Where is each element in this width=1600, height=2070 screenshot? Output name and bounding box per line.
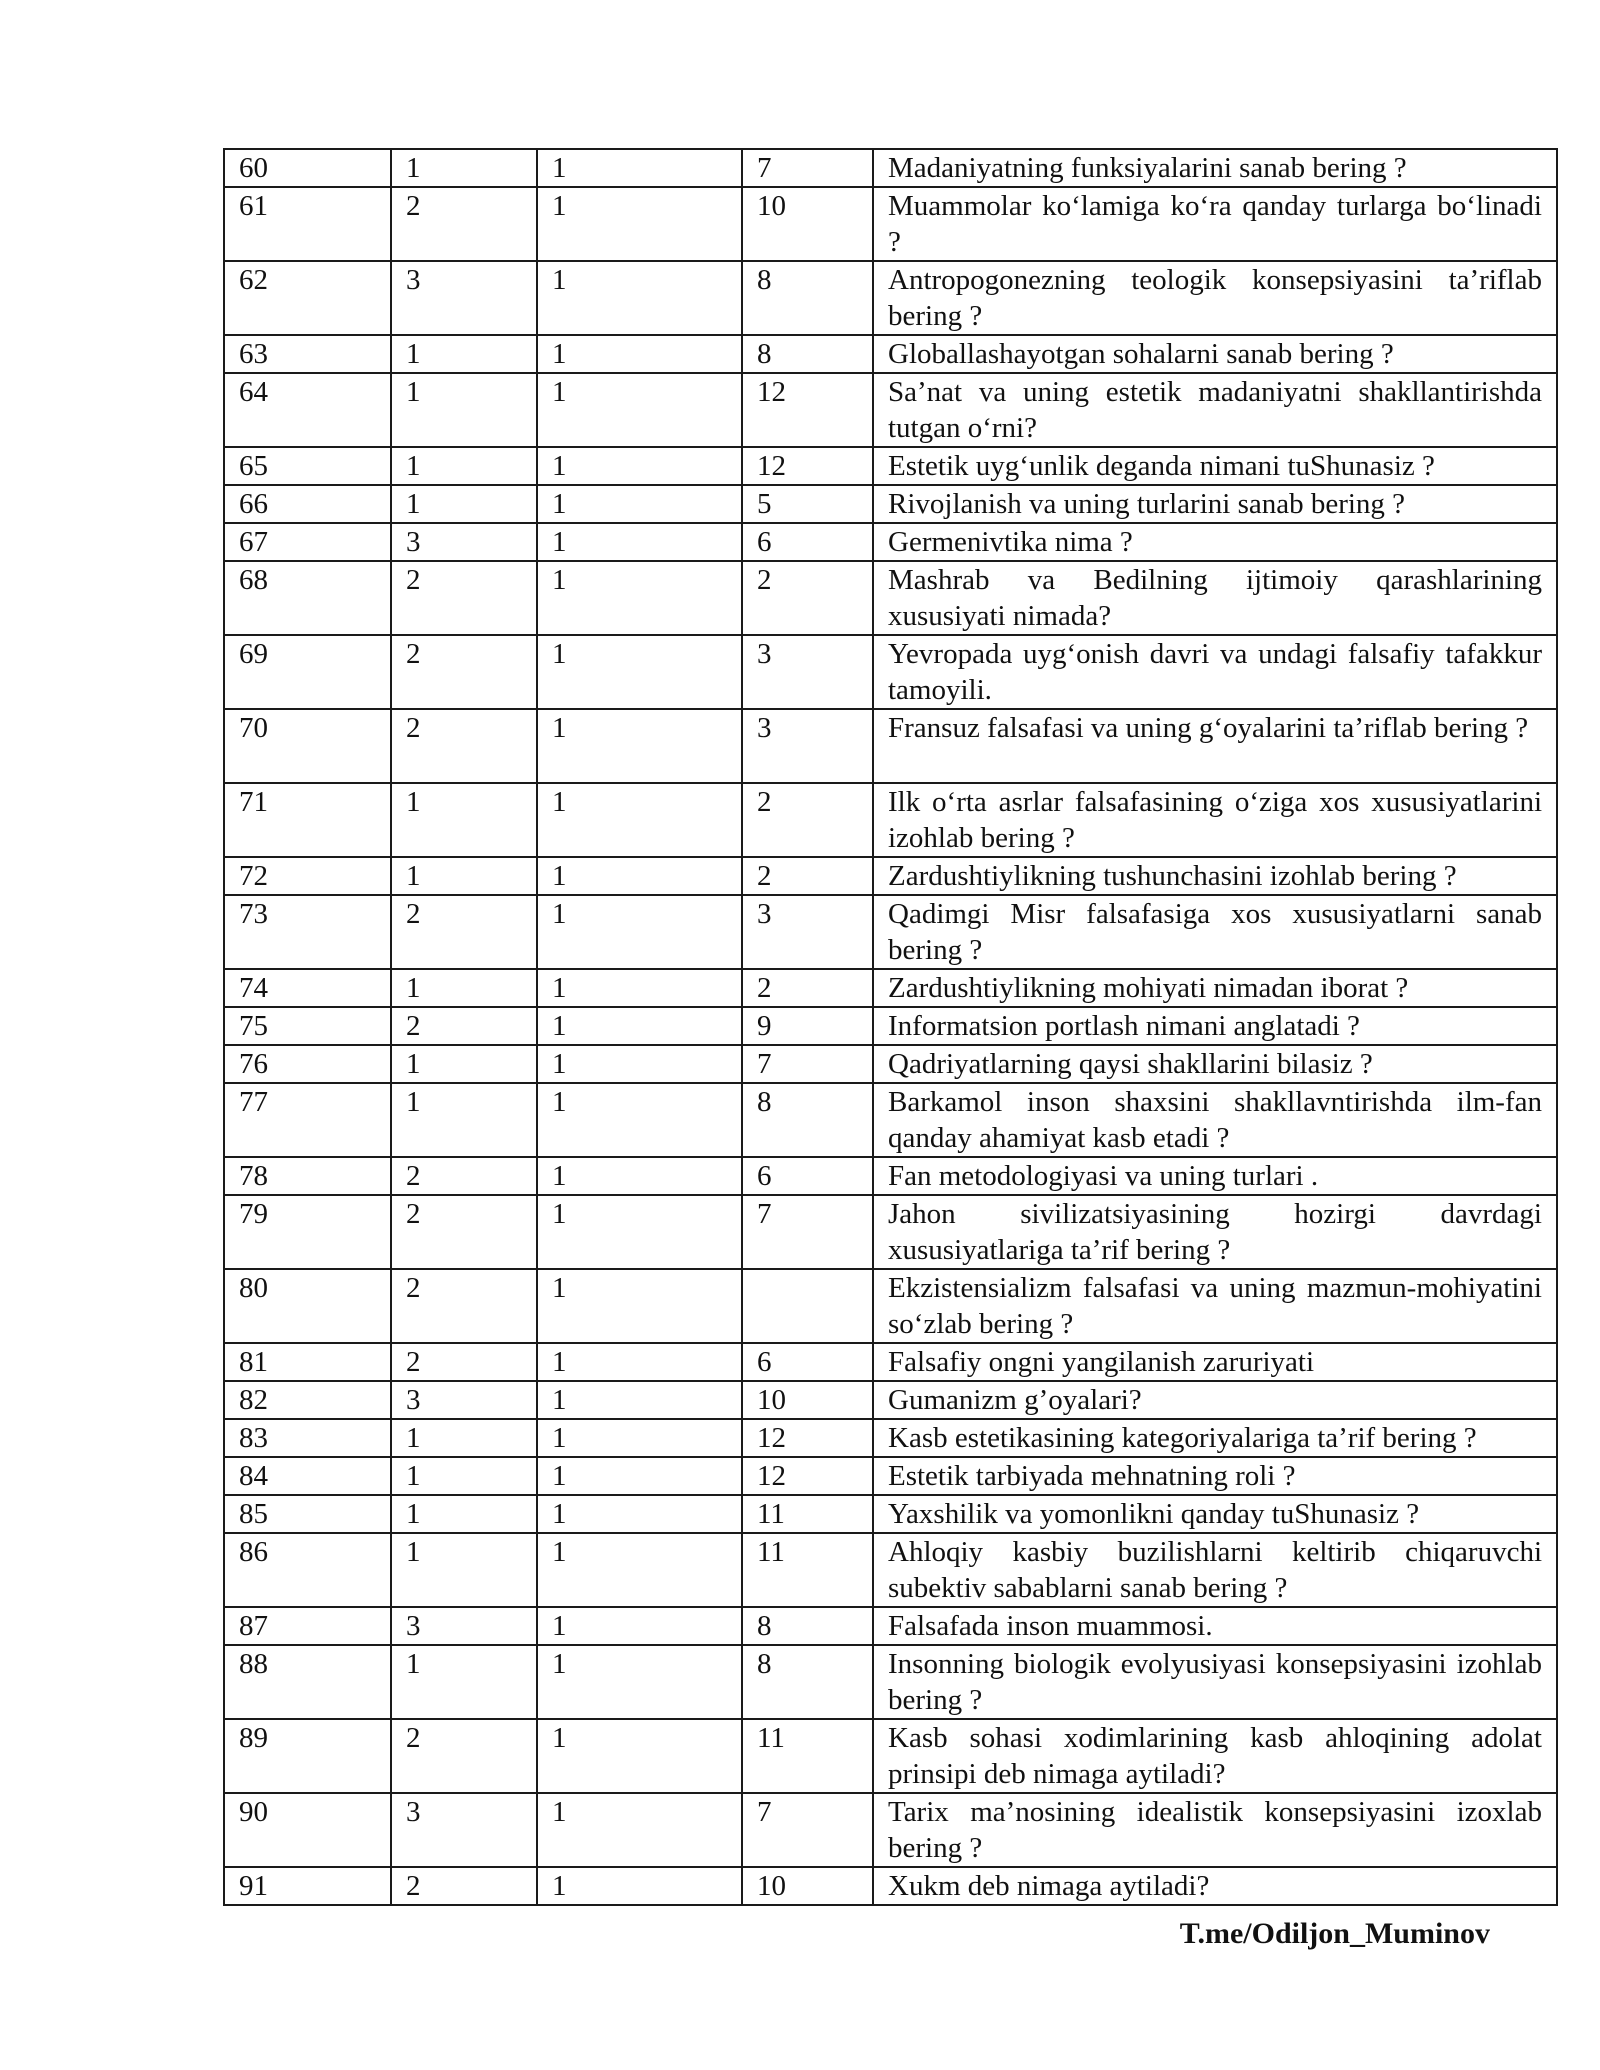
table-row <box>224 1083 1557 1157</box>
column-4-cell: 6 <box>742 1343 873 1381</box>
column-3-cell: 1 <box>537 1343 742 1381</box>
question-number-cell: 68 <box>224 561 391 635</box>
question-number-cell: 82 <box>224 1381 391 1419</box>
question-text-cell: Globallashayotgan sohalarni sanab bering ? <box>873 335 1557 373</box>
column-4-cell: 8 <box>742 261 873 335</box>
column-2-cell: 2 <box>391 1867 537 1905</box>
column-3-cell: 1 <box>537 635 742 709</box>
questions-table <box>223 148 1558 1906</box>
question-text-cell: Ahloqiy kasbiy buzilishlarni keltirib chiqaruvchi subektiv sabablarni sanab bering ? <box>873 1533 1557 1607</box>
question-text-cell: Yevropada uyg‘onish davri va undagi falsafiy tafakkur tamoyili. <box>873 635 1557 709</box>
question-text-cell: Jahon sivilizatsiyasining hozirgi davrdagi xususiyatlariga ta’rif bering ? <box>873 1195 1557 1269</box>
table-row <box>224 1007 1557 1045</box>
question-number-cell: 84 <box>224 1457 391 1495</box>
table-row <box>224 1867 1557 1905</box>
question-text-cell: Ekzistensializm falsafasi va uning mazmun-mohiyatini so‘zlab bering ? <box>873 1269 1557 1343</box>
column-4-cell: 8 <box>742 1083 873 1157</box>
column-4-cell: 2 <box>742 783 873 857</box>
question-number-cell: 65 <box>224 447 391 485</box>
table-row <box>224 969 1557 1007</box>
question-number-cell: 62 <box>224 261 391 335</box>
question-text-cell: Muammolar ko‘lamiga ko‘ra qanday turlarga bo‘linadi ? <box>873 187 1557 261</box>
question-text-cell: Gumanizm g’oyalari? <box>873 1381 1557 1419</box>
question-number-cell: 69 <box>224 635 391 709</box>
question-text-cell: Antropogonezning teologik konsepsiyasini ta’riflab bering ? <box>873 261 1557 335</box>
table-row <box>224 1495 1557 1533</box>
question-number-cell: 76 <box>224 1045 391 1083</box>
question-number-cell: 72 <box>224 857 391 895</box>
column-2-cell: 1 <box>391 1457 537 1495</box>
question-text-cell: Estetik tarbiyada mehnatning roli ? <box>873 1457 1557 1495</box>
table-row <box>224 261 1557 335</box>
question-number-cell: 74 <box>224 969 391 1007</box>
column-2-cell: 1 <box>391 1419 537 1457</box>
question-number-cell: 87 <box>224 1607 391 1645</box>
column-2-cell: 1 <box>391 335 537 373</box>
question-number-cell: 64 <box>224 373 391 447</box>
column-3-cell: 1 <box>537 1719 742 1793</box>
column-4-cell: 3 <box>742 635 873 709</box>
column-3-cell: 1 <box>537 261 742 335</box>
question-number-cell: 89 <box>224 1719 391 1793</box>
column-3-cell: 1 <box>537 335 742 373</box>
column-4-cell: 8 <box>742 1607 873 1645</box>
column-4-cell: 7 <box>742 1793 873 1867</box>
table-row <box>224 447 1557 485</box>
column-4-cell: 2 <box>742 561 873 635</box>
question-text-cell: Yaxshilik va yomonlikni qanday tuShunasiz ? <box>873 1495 1557 1533</box>
table-row <box>224 783 1557 857</box>
question-text-cell: Insonning biologik evolyusiyasi konsepsiyasini izohlab bering ? <box>873 1645 1557 1719</box>
column-3-cell: 1 <box>537 149 742 187</box>
question-number-cell: 90 <box>224 1793 391 1867</box>
column-3-cell: 1 <box>537 1381 742 1419</box>
table-row <box>224 1719 1557 1793</box>
table-row <box>224 523 1557 561</box>
column-3-cell: 1 <box>537 709 742 783</box>
column-4-cell: 3 <box>742 895 873 969</box>
column-3-cell: 1 <box>537 187 742 261</box>
question-number-cell: 91 <box>224 1867 391 1905</box>
column-3-cell: 1 <box>537 561 742 635</box>
question-number-cell: 85 <box>224 1495 391 1533</box>
question-number-cell: 73 <box>224 895 391 969</box>
column-3-cell: 1 <box>537 1195 742 1269</box>
column-3-cell: 1 <box>537 373 742 447</box>
column-4-cell: 6 <box>742 1157 873 1195</box>
question-text-cell: Barkamol inson shaxsini shakllavntirishda ilm-fan qanday ahamiyat kasb etadi ? <box>873 1083 1557 1157</box>
question-number-cell: 80 <box>224 1269 391 1343</box>
column-2-cell: 3 <box>391 523 537 561</box>
question-text-cell: Fan metodologiyasi va uning turlari . <box>873 1157 1557 1195</box>
table-row <box>224 1645 1557 1719</box>
questions-table-body <box>224 149 1557 1905</box>
table-row <box>224 895 1557 969</box>
column-2-cell: 1 <box>391 1045 537 1083</box>
column-4-cell: 10 <box>742 187 873 261</box>
column-3-cell: 1 <box>537 447 742 485</box>
column-2-cell: 2 <box>391 1343 537 1381</box>
column-4-cell: 2 <box>742 857 873 895</box>
question-text-cell: Qadimgi Misr falsafasiga xos xususiyatlarni sanab bering ? <box>873 895 1557 969</box>
column-3-cell: 1 <box>537 1495 742 1533</box>
table-row <box>224 187 1557 261</box>
question-text-cell: Falsafada inson muammosi. <box>873 1607 1557 1645</box>
column-2-cell: 1 <box>391 1495 537 1533</box>
column-2-cell: 1 <box>391 969 537 1007</box>
table-row <box>224 635 1557 709</box>
column-4-cell: 5 <box>742 485 873 523</box>
question-text-cell: Qadriyatlarning qaysi shakllarini bilasiz ? <box>873 1045 1557 1083</box>
question-number-cell: 83 <box>224 1419 391 1457</box>
question-number-cell: 75 <box>224 1007 391 1045</box>
column-2-cell: 3 <box>391 261 537 335</box>
question-number-cell: 71 <box>224 783 391 857</box>
question-number-cell: 61 <box>224 187 391 261</box>
column-4-cell: 9 <box>742 1007 873 1045</box>
column-4-cell: 8 <box>742 1645 873 1719</box>
table-row <box>224 1343 1557 1381</box>
question-text-cell: Informatsion portlash nimani anglatadi ? <box>873 1007 1557 1045</box>
column-4-cell <box>742 1269 873 1343</box>
column-4-cell: 6 <box>742 523 873 561</box>
question-number-cell: 66 <box>224 485 391 523</box>
question-text-cell: Tarix ma’nosining idealistik konsepsiyasini izoxlab bering ? <box>873 1793 1557 1867</box>
column-3-cell: 1 <box>537 1007 742 1045</box>
column-2-cell: 1 <box>391 447 537 485</box>
column-2-cell: 1 <box>391 149 537 187</box>
question-number-cell: 86 <box>224 1533 391 1607</box>
column-2-cell: 3 <box>391 1607 537 1645</box>
column-2-cell: 3 <box>391 1793 537 1867</box>
table-row <box>224 857 1557 895</box>
column-2-cell: 1 <box>391 1645 537 1719</box>
column-3-cell: 1 <box>537 1867 742 1905</box>
column-3-cell: 1 <box>537 1607 742 1645</box>
table-row <box>224 1269 1557 1343</box>
column-4-cell: 7 <box>742 1045 873 1083</box>
column-4-cell: 11 <box>742 1495 873 1533</box>
column-2-cell: 1 <box>391 1533 537 1607</box>
column-2-cell: 1 <box>391 783 537 857</box>
question-text-cell: Germenivtika nima ? <box>873 523 1557 561</box>
column-4-cell: 12 <box>742 373 873 447</box>
question-text-cell: Estetik uyg‘unlik deganda nimani tuShunasiz ? <box>873 447 1557 485</box>
question-text-cell: Ilk o‘rta asrlar falsafasining o‘ziga xos xususiyatlarini izohlab bering ? <box>873 783 1557 857</box>
question-text-cell: Sa’nat va uning estetik madaniyatni shakllantirishda tutgan o‘rni? <box>873 373 1557 447</box>
question-text-cell: Zardushtiylikning mohiyati nimadan iborat ? <box>873 969 1557 1007</box>
column-3-cell: 1 <box>537 969 742 1007</box>
table-row <box>224 1381 1557 1419</box>
table-row <box>224 561 1557 635</box>
column-4-cell: 7 <box>742 1195 873 1269</box>
column-4-cell: 12 <box>742 1457 873 1495</box>
column-2-cell: 1 <box>391 373 537 447</box>
table-row <box>224 335 1557 373</box>
column-4-cell: 12 <box>742 447 873 485</box>
question-text-cell: Falsafiy ongni yangilanish zaruriyati <box>873 1343 1557 1381</box>
column-3-cell: 1 <box>537 1269 742 1343</box>
question-number-cell: 67 <box>224 523 391 561</box>
column-3-cell: 1 <box>537 1793 742 1867</box>
column-2-cell: 2 <box>391 709 537 783</box>
column-2-cell: 2 <box>391 561 537 635</box>
column-2-cell: 2 <box>391 1157 537 1195</box>
question-number-cell: 60 <box>224 149 391 187</box>
question-number-cell: 79 <box>224 1195 391 1269</box>
table-row <box>224 709 1557 783</box>
column-4-cell: 10 <box>742 1867 873 1905</box>
column-4-cell: 11 <box>742 1719 873 1793</box>
column-2-cell: 2 <box>391 1719 537 1793</box>
column-4-cell: 12 <box>742 1419 873 1457</box>
telegram-link[interactable]: T.me/Odiljon_Muminov <box>1179 1917 1490 1950</box>
column-2-cell: 1 <box>391 857 537 895</box>
column-2-cell: 2 <box>391 895 537 969</box>
table-row <box>224 149 1557 187</box>
question-text-cell: Fransuz falsafasi va uning g‘oyalarini ta’riflab bering ? <box>873 709 1557 783</box>
column-2-cell: 2 <box>391 187 537 261</box>
column-2-cell: 2 <box>391 635 537 709</box>
column-3-cell: 1 <box>537 1457 742 1495</box>
question-text-cell: Mashrab va Bedilning ijtimoiy qarashlarining xususiyati nimada? <box>873 561 1557 635</box>
table-row <box>224 1457 1557 1495</box>
table-row <box>224 1419 1557 1457</box>
column-3-cell: 1 <box>537 1083 742 1157</box>
column-3-cell: 1 <box>537 523 742 561</box>
question-text-cell: Kasb estetikasining kategoriyalariga ta’rif bering ? <box>873 1419 1557 1457</box>
column-2-cell: 3 <box>391 1381 537 1419</box>
column-3-cell: 1 <box>537 895 742 969</box>
column-3-cell: 1 <box>537 485 742 523</box>
column-3-cell: 1 <box>537 783 742 857</box>
question-number-cell: 81 <box>224 1343 391 1381</box>
question-number-cell: 88 <box>224 1645 391 1719</box>
table-row <box>224 1533 1557 1607</box>
column-2-cell: 2 <box>391 1195 537 1269</box>
column-3-cell: 1 <box>537 1045 742 1083</box>
question-number-cell: 77 <box>224 1083 391 1157</box>
column-2-cell: 2 <box>391 1269 537 1343</box>
question-number-cell: 63 <box>224 335 391 373</box>
question-text-cell: Rivojlanish va uning turlarini sanab bering ? <box>873 485 1557 523</box>
column-4-cell: 3 <box>742 709 873 783</box>
column-2-cell: 1 <box>391 485 537 523</box>
column-4-cell: 11 <box>742 1533 873 1607</box>
table-row <box>224 1793 1557 1867</box>
table-row <box>224 373 1557 447</box>
column-4-cell: 7 <box>742 149 873 187</box>
column-2-cell: 1 <box>391 1083 537 1157</box>
table-row <box>224 1195 1557 1269</box>
question-text-cell: Zardushtiylikning tushunchasini izohlab bering ? <box>873 857 1557 895</box>
column-4-cell: 10 <box>742 1381 873 1419</box>
question-text-cell: Xukm deb nimaga aytiladi? <box>873 1867 1557 1905</box>
column-3-cell: 1 <box>537 1645 742 1719</box>
table-row <box>224 485 1557 523</box>
question-text-cell: Kasb sohasi xodimlarining kasb ahloqining adolat prinsipi deb nimaga aytiladi? <box>873 1719 1557 1793</box>
column-4-cell: 8 <box>742 335 873 373</box>
table-row <box>224 1157 1557 1195</box>
table-row <box>224 1607 1557 1645</box>
table-row <box>224 1045 1557 1083</box>
column-3-cell: 1 <box>537 1419 742 1457</box>
question-text-cell: Madaniyatning funksiyalarini sanab bering ? <box>873 149 1557 187</box>
column-3-cell: 1 <box>537 1157 742 1195</box>
column-3-cell: 1 <box>537 857 742 895</box>
column-2-cell: 2 <box>391 1007 537 1045</box>
question-number-cell: 78 <box>224 1157 391 1195</box>
column-3-cell: 1 <box>537 1533 742 1607</box>
column-4-cell: 2 <box>742 969 873 1007</box>
question-number-cell: 70 <box>224 709 391 783</box>
